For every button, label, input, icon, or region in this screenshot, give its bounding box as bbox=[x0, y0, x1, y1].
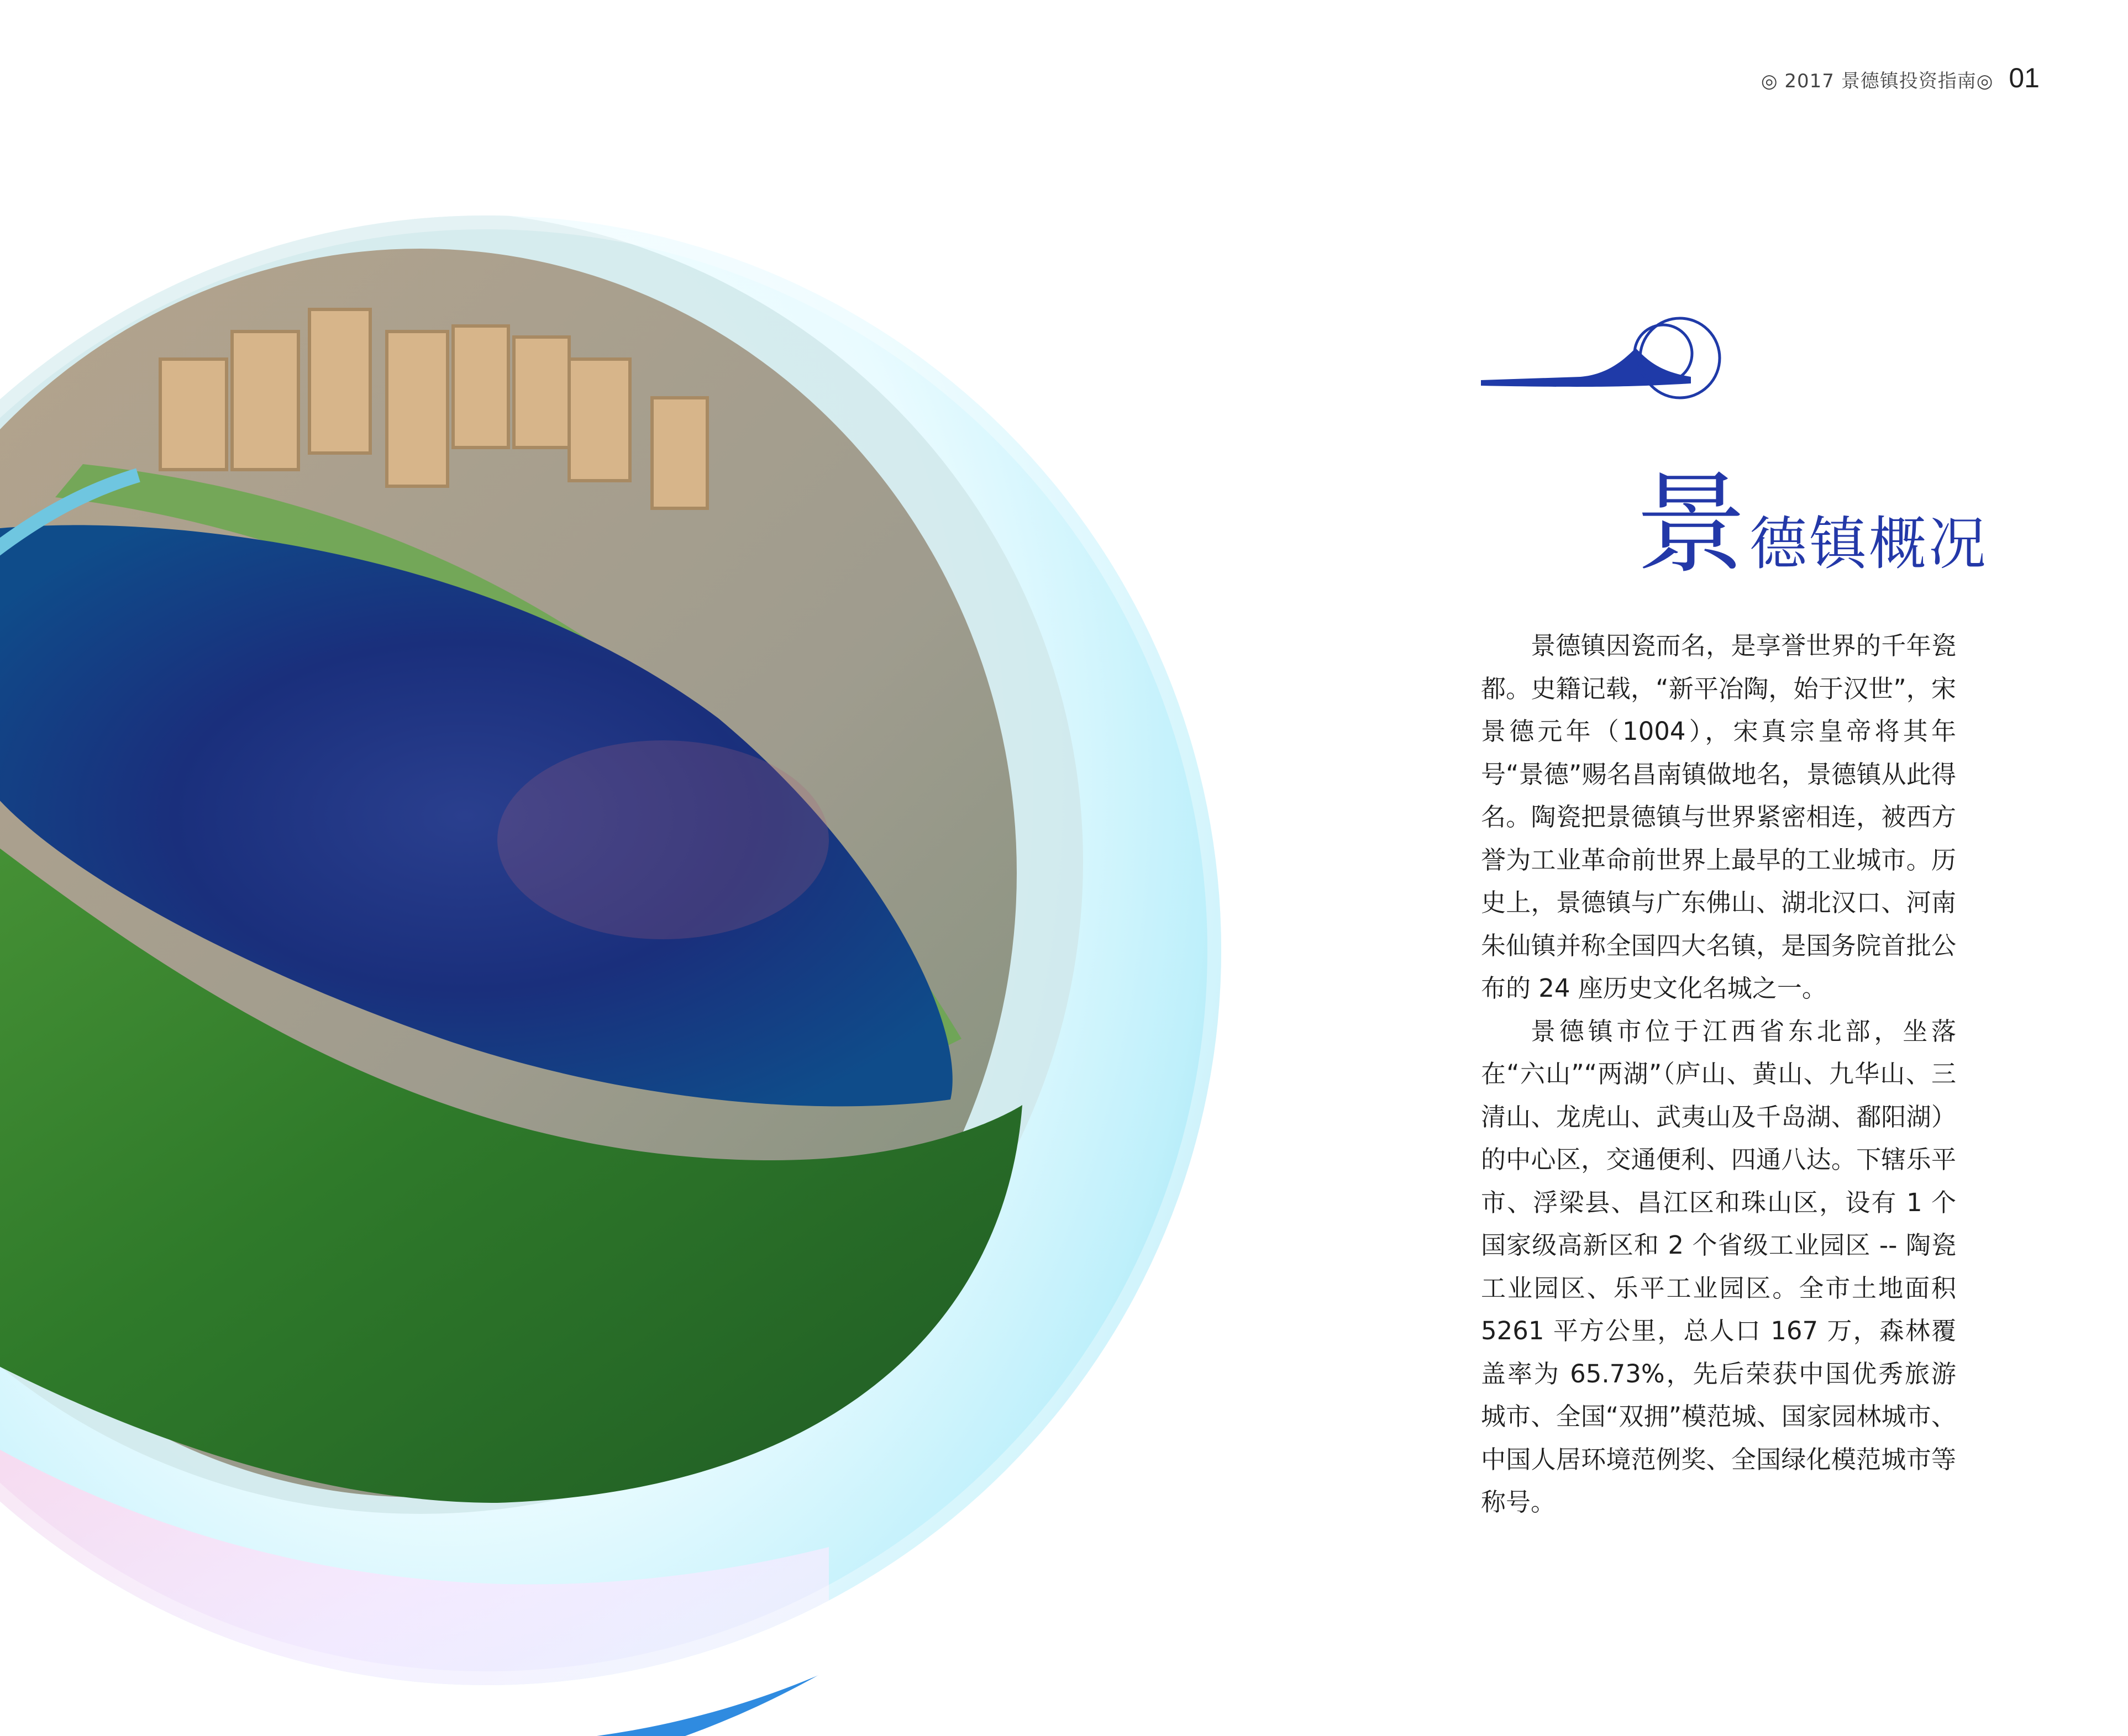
chapter-one-mark-icon bbox=[1481, 315, 1735, 420]
section-title-first-char: 景 bbox=[1636, 460, 1747, 589]
paragraph: 景德镇因瓷而名，是享誉世界的千年瓷都。史籍记载，“新平冶陶，始于汉世”，宋景德元年（1004），宋真宗皇帝将其年号“景德”赐名昌南镇做地名，景德镇从此得名。陶瓷把景德镇与世界紧密相连，被西方誉为工业革命前世界上最早的工业城市。历史上，景德镇与广东佛山、湖北汉口、河南朱仙镇并称全国四大名镇，是国务院首批公布的 24 座历史文化名城之一。 bbox=[1481, 631, 1956, 1003]
page-number: 01 bbox=[2009, 62, 2040, 93]
paragraph: 景德镇市位于江西省东北部，坐落在“六山”“两湖”（庐山、黄山、九华山、三清山、龙虎山、武夷山及千岛湖、鄱阳湖）的中心区，交通便利、四通八达。下辖乐平市、浮梁县、昌江区和珠山区，设有 1 个国家级高新区和 2 个省级工业园区 -- 陶瓷工业园区、乐平工业园区。全市土地面积 5261 平方公里，总人口 167 万，森林覆盖率为 65.73%，先后荣获中国优秀旅游城市、全国“双拥”模范城、国家园林城市、中国人居环境范例奖、全国绿化模范城市等称号。 bbox=[1481, 1016, 1956, 1517]
body-text bbox=[1481, 624, 1956, 1524]
running-header bbox=[1761, 62, 2040, 94]
running-title: ◎ 2017 景德镇投资指南◎ bbox=[1761, 70, 1994, 92]
section-title bbox=[1636, 453, 2034, 589]
section-title-rest: 德镇概况 bbox=[1749, 510, 1989, 577]
